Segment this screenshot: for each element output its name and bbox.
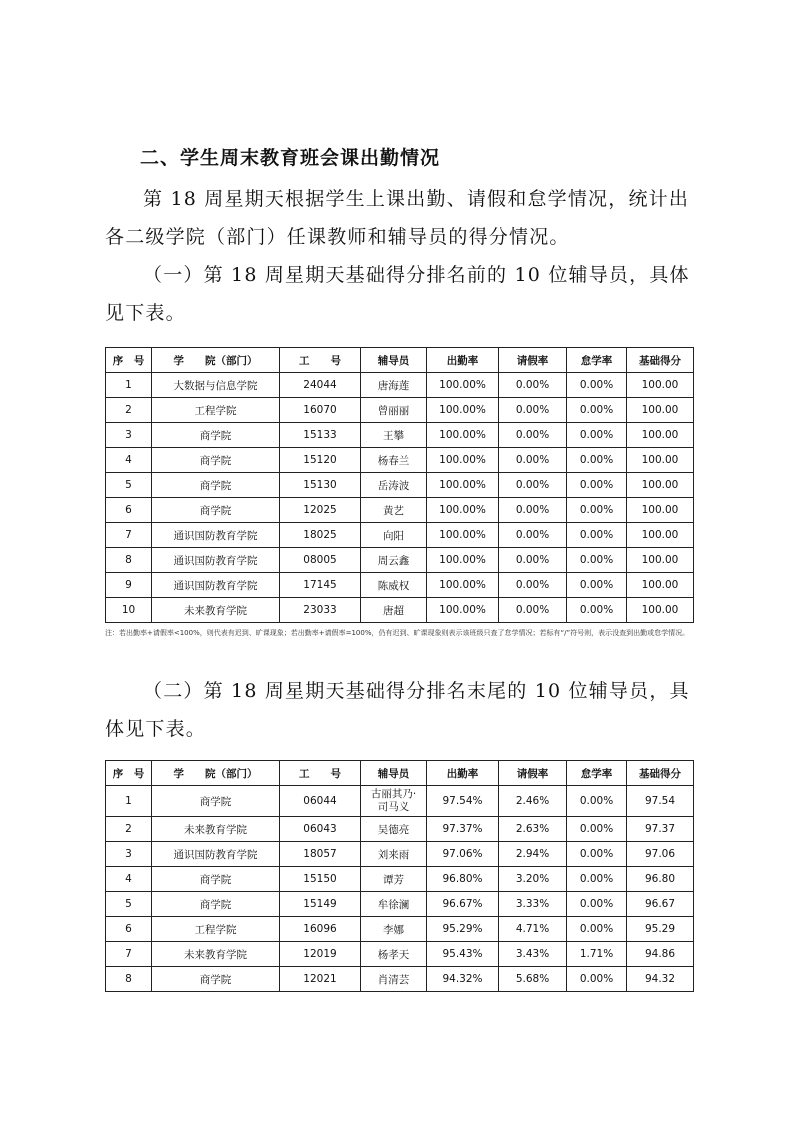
cell-college: 大数据与信息学院 bbox=[152, 373, 280, 398]
col-college-header: 学 院（部门） bbox=[152, 348, 280, 373]
intro-text: 第 18 周星期天根据学生上课出勤、请假和怠学情况，统计出各二级学院（部门）任课教师和辅导员的得分情况。 bbox=[105, 188, 690, 248]
cell-college: 通识国防教育学院 bbox=[152, 573, 280, 598]
cell-score: 100.00 bbox=[627, 523, 694, 548]
col-staff-id-header: 工 号 bbox=[280, 761, 361, 786]
cell-leave: 2.63% bbox=[499, 817, 567, 842]
bottom-table-body bbox=[106, 786, 694, 992]
cell-index: 6 bbox=[106, 498, 152, 523]
cell-leave: 0.00% bbox=[499, 473, 567, 498]
cell-staff-id: 15150 bbox=[280, 867, 361, 892]
cell-staff-id: 15120 bbox=[280, 448, 361, 473]
cell-counselor: 唐海莲 bbox=[361, 373, 427, 398]
col-score-header: 基础得分 bbox=[627, 761, 694, 786]
table-row bbox=[106, 398, 694, 423]
cell-score: 94.32 bbox=[627, 967, 694, 992]
col-index-header: 序 号 bbox=[106, 348, 152, 373]
cell-truancy: 0.00% bbox=[567, 892, 627, 917]
table-note: 注：若出勤率+请假率<100%，则代表有迟到、旷课现象；若出勤率+请假率=100%，仍有迟到、旷课现象则表示该班级只查了怠学情况；若标有“/”符号则，表示没查到出勤或怠学情况。 bbox=[105, 629, 690, 637]
cell-staff-id: 23033 bbox=[280, 598, 361, 623]
table-row bbox=[106, 786, 694, 817]
cell-staff-id: 15130 bbox=[280, 473, 361, 498]
cell-attendance: 96.80% bbox=[427, 867, 499, 892]
cell-college: 商学院 bbox=[152, 867, 280, 892]
col-college-header: 学 院（部门） bbox=[152, 761, 280, 786]
cell-counselor: 黄艺 bbox=[361, 498, 427, 523]
cell-leave: 4.71% bbox=[499, 917, 567, 942]
table-row bbox=[106, 373, 694, 398]
cell-index: 7 bbox=[106, 523, 152, 548]
cell-index: 2 bbox=[106, 398, 152, 423]
cell-attendance: 100.00% bbox=[427, 598, 499, 623]
col-truancy-header: 怠学率 bbox=[567, 761, 627, 786]
cell-counselor: 唐超 bbox=[361, 598, 427, 623]
cell-counselor: 杨孝天 bbox=[361, 942, 427, 967]
cell-college: 商学院 bbox=[152, 448, 280, 473]
col-counselor-header: 辅导员 bbox=[361, 761, 427, 786]
cell-index: 9 bbox=[106, 573, 152, 598]
cell-score: 97.54 bbox=[627, 786, 694, 817]
top-counselors-table bbox=[105, 347, 694, 623]
cell-truancy: 0.00% bbox=[567, 786, 627, 817]
cell-index: 10 bbox=[106, 598, 152, 623]
cell-index: 7 bbox=[106, 942, 152, 967]
cell-truancy: 0.00% bbox=[567, 398, 627, 423]
cell-truancy: 0.00% bbox=[567, 448, 627, 473]
cell-attendance: 94.32% bbox=[427, 967, 499, 992]
cell-truancy: 0.00% bbox=[567, 867, 627, 892]
cell-staff-id: 15133 bbox=[280, 423, 361, 448]
cell-index: 5 bbox=[106, 892, 152, 917]
cell-index: 1 bbox=[106, 373, 152, 398]
cell-truancy: 0.00% bbox=[567, 817, 627, 842]
cell-score: 100.00 bbox=[627, 398, 694, 423]
cell-truancy: 0.00% bbox=[567, 573, 627, 598]
cell-leave: 0.00% bbox=[499, 548, 567, 573]
cell-truancy: 0.00% bbox=[567, 548, 627, 573]
cell-counselor: 岳涛波 bbox=[361, 473, 427, 498]
cell-staff-id: 17145 bbox=[280, 573, 361, 598]
col-truancy-header: 怠学率 bbox=[567, 348, 627, 373]
cell-college: 工程学院 bbox=[152, 398, 280, 423]
table-row bbox=[106, 867, 694, 892]
cell-leave: 5.68% bbox=[499, 967, 567, 992]
cell-leave: 0.00% bbox=[499, 598, 567, 623]
col-counselor-header: 辅导员 bbox=[361, 348, 427, 373]
cell-truancy: 0.00% bbox=[567, 842, 627, 867]
cell-score: 100.00 bbox=[627, 473, 694, 498]
table-row bbox=[106, 423, 694, 448]
cell-attendance: 100.00% bbox=[427, 448, 499, 473]
table-row bbox=[106, 473, 694, 498]
table-row bbox=[106, 548, 694, 573]
cell-attendance: 100.00% bbox=[427, 473, 499, 498]
cell-score: 100.00 bbox=[627, 373, 694, 398]
cell-index: 1 bbox=[106, 786, 152, 817]
col-index-header: 序 号 bbox=[106, 761, 152, 786]
cell-truancy: 0.00% bbox=[567, 498, 627, 523]
bottom-counselors-table bbox=[105, 760, 694, 992]
cell-college: 商学院 bbox=[152, 892, 280, 917]
cell-counselor: 曾丽丽 bbox=[361, 398, 427, 423]
cell-index: 4 bbox=[106, 448, 152, 473]
cell-staff-id: 08005 bbox=[280, 548, 361, 573]
cell-counselor: 肖清芸 bbox=[361, 967, 427, 992]
section-heading: 二、学生周末教育班会课出勤情况 bbox=[140, 147, 441, 169]
cell-college: 商学院 bbox=[152, 423, 280, 448]
cell-leave: 0.00% bbox=[499, 373, 567, 398]
table-row bbox=[106, 448, 694, 473]
cell-counselor: 杨春兰 bbox=[361, 448, 427, 473]
section2-paragraph bbox=[105, 672, 705, 748]
col-leave-header: 请假率 bbox=[499, 761, 567, 786]
cell-truancy: 0.00% bbox=[567, 598, 627, 623]
cell-leave: 0.00% bbox=[499, 423, 567, 448]
cell-college: 商学院 bbox=[152, 786, 280, 817]
cell-leave: 0.00% bbox=[499, 573, 567, 598]
cell-counselor: 陈威权 bbox=[361, 573, 427, 598]
cell-attendance: 97.37% bbox=[427, 817, 499, 842]
cell-score: 94.86 bbox=[627, 942, 694, 967]
cell-leave: 0.00% bbox=[499, 448, 567, 473]
table-row bbox=[106, 967, 694, 992]
cell-counselor: 向阳 bbox=[361, 523, 427, 548]
cell-counselor: 古丽其乃·司马义 bbox=[361, 786, 427, 817]
col-leave-header: 请假率 bbox=[499, 348, 567, 373]
cell-score: 100.00 bbox=[627, 448, 694, 473]
cell-attendance: 100.00% bbox=[427, 373, 499, 398]
cell-truancy: 0.00% bbox=[567, 373, 627, 398]
cell-index: 8 bbox=[106, 548, 152, 573]
cell-attendance: 95.43% bbox=[427, 942, 499, 967]
cell-truancy: 0.00% bbox=[567, 967, 627, 992]
cell-index: 6 bbox=[106, 917, 152, 942]
cell-counselor: 刘来雨 bbox=[361, 842, 427, 867]
cell-staff-id: 18025 bbox=[280, 523, 361, 548]
cell-attendance: 100.00% bbox=[427, 498, 499, 523]
cell-counselor: 吴德亮 bbox=[361, 817, 427, 842]
cell-staff-id: 16096 bbox=[280, 917, 361, 942]
cell-score: 95.29 bbox=[627, 917, 694, 942]
col-attendance-header: 出勤率 bbox=[427, 348, 499, 373]
cell-score: 100.00 bbox=[627, 573, 694, 598]
table-header-row bbox=[106, 761, 694, 786]
cell-staff-id: 06043 bbox=[280, 817, 361, 842]
col-score-header: 基础得分 bbox=[627, 348, 694, 373]
table-row bbox=[106, 598, 694, 623]
table-row bbox=[106, 498, 694, 523]
cell-college: 通识国防教育学院 bbox=[152, 842, 280, 867]
cell-staff-id: 16070 bbox=[280, 398, 361, 423]
cell-truancy: 0.00% bbox=[567, 917, 627, 942]
table-row bbox=[106, 942, 694, 967]
cell-college: 通识国防教育学院 bbox=[152, 548, 280, 573]
cell-college: 通识国防教育学院 bbox=[152, 523, 280, 548]
cell-leave: 0.00% bbox=[499, 498, 567, 523]
table-row bbox=[106, 523, 694, 548]
cell-score: 100.00 bbox=[627, 548, 694, 573]
cell-attendance: 96.67% bbox=[427, 892, 499, 917]
cell-attendance: 95.29% bbox=[427, 917, 499, 942]
cell-truancy: 0.00% bbox=[567, 523, 627, 548]
table-header-row bbox=[106, 348, 694, 373]
cell-truancy: 0.00% bbox=[567, 423, 627, 448]
cell-truancy: 0.00% bbox=[567, 473, 627, 498]
cell-counselor: 李娜 bbox=[361, 917, 427, 942]
cell-index: 2 bbox=[106, 817, 152, 842]
cell-counselor: 牟徐澜 bbox=[361, 892, 427, 917]
cell-leave: 0.00% bbox=[499, 398, 567, 423]
cell-college: 商学院 bbox=[152, 967, 280, 992]
cell-leave: 3.33% bbox=[499, 892, 567, 917]
top-table-body bbox=[106, 373, 694, 623]
cell-leave: 3.43% bbox=[499, 942, 567, 967]
cell-college: 商学院 bbox=[152, 473, 280, 498]
cell-college: 未来教育学院 bbox=[152, 942, 280, 967]
cell-score: 100.00 bbox=[627, 423, 694, 448]
cell-leave: 2.46% bbox=[499, 786, 567, 817]
table-row bbox=[106, 917, 694, 942]
cell-index: 8 bbox=[106, 967, 152, 992]
cell-college: 商学院 bbox=[152, 498, 280, 523]
cell-attendance: 100.00% bbox=[427, 423, 499, 448]
col-staff-id-header: 工 号 bbox=[280, 348, 361, 373]
cell-leave: 0.00% bbox=[499, 523, 567, 548]
intro-paragraph bbox=[105, 180, 705, 256]
cell-college: 工程学院 bbox=[152, 917, 280, 942]
cell-score: 96.80 bbox=[627, 867, 694, 892]
cell-staff-id: 15149 bbox=[280, 892, 361, 917]
cell-index: 5 bbox=[106, 473, 152, 498]
cell-attendance: 100.00% bbox=[427, 548, 499, 573]
section1-title: （一）第 18 周星期天基础得分排名前的 10 位辅导员，具体见下表。 bbox=[105, 264, 690, 324]
cell-score: 96.67 bbox=[627, 892, 694, 917]
cell-staff-id: 24044 bbox=[280, 373, 361, 398]
cell-score: 100.00 bbox=[627, 498, 694, 523]
cell-attendance: 97.54% bbox=[427, 786, 499, 817]
cell-attendance: 100.00% bbox=[427, 398, 499, 423]
cell-staff-id: 12025 bbox=[280, 498, 361, 523]
cell-attendance: 100.00% bbox=[427, 523, 499, 548]
col-attendance-header: 出勤率 bbox=[427, 761, 499, 786]
cell-college: 未来教育学院 bbox=[152, 598, 280, 623]
cell-leave: 2.94% bbox=[499, 842, 567, 867]
section2-title: （二）第 18 周星期天基础得分排名末尾的 10 位辅导员，具体见下表。 bbox=[105, 680, 690, 740]
cell-leave: 3.20% bbox=[499, 867, 567, 892]
table-row bbox=[106, 573, 694, 598]
cell-counselor: 谭芳 bbox=[361, 867, 427, 892]
cell-counselor: 王攀 bbox=[361, 423, 427, 448]
cell-index: 3 bbox=[106, 842, 152, 867]
table-row bbox=[106, 842, 694, 867]
cell-index: 3 bbox=[106, 423, 152, 448]
cell-staff-id: 06044 bbox=[280, 786, 361, 817]
table-row bbox=[106, 817, 694, 842]
cell-counselor: 周云鑫 bbox=[361, 548, 427, 573]
cell-staff-id: 12021 bbox=[280, 967, 361, 992]
cell-index: 4 bbox=[106, 867, 152, 892]
section1-paragraph bbox=[105, 256, 705, 332]
cell-truancy: 1.71% bbox=[567, 942, 627, 967]
cell-score: 97.37 bbox=[627, 817, 694, 842]
cell-attendance: 97.06% bbox=[427, 842, 499, 867]
cell-staff-id: 18057 bbox=[280, 842, 361, 867]
cell-score: 100.00 bbox=[627, 598, 694, 623]
cell-college: 未来教育学院 bbox=[152, 817, 280, 842]
table-row bbox=[106, 892, 694, 917]
cell-score: 97.06 bbox=[627, 842, 694, 867]
cell-attendance: 100.00% bbox=[427, 573, 499, 598]
cell-staff-id: 12019 bbox=[280, 942, 361, 967]
